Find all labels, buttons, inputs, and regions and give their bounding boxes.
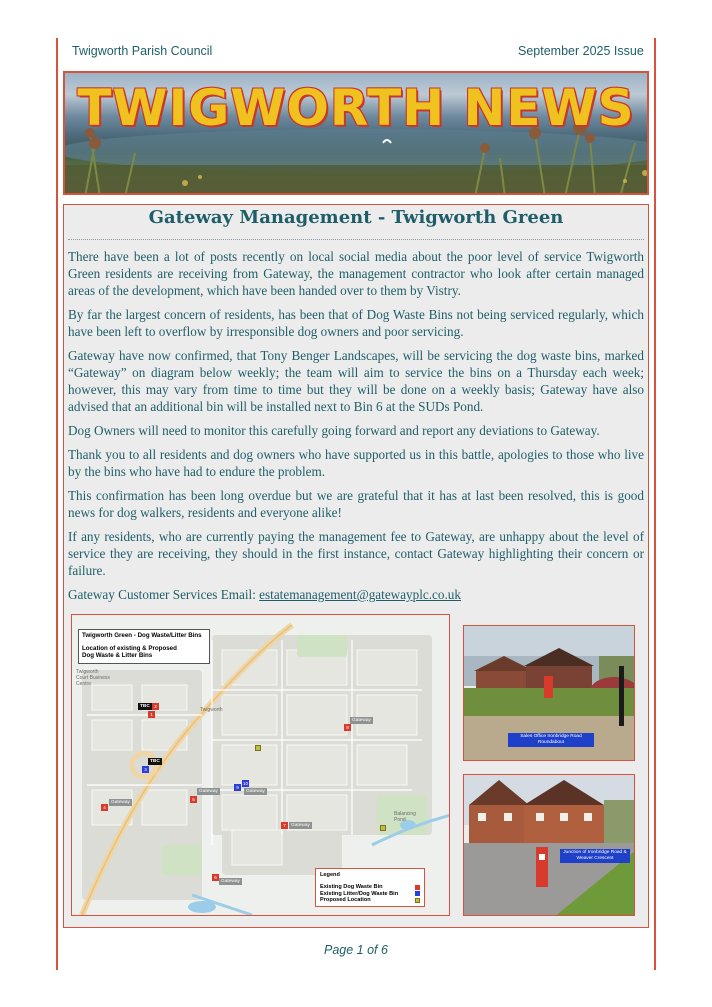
map-subtitle: Dog Waste & Litter Bins: [82, 652, 153, 660]
article-paragraph: This confirmation has been long overdue but we are grateful that it has at last been resolved, this is good news for dog walkers, residents and everyone alike!: [68, 488, 644, 520]
photo-weaver-crescent-image: [464, 775, 635, 916]
map-marker-litter-bin: 10: [242, 781, 249, 786]
map-marker-dog-bin: 8: [344, 724, 351, 731]
legend-row: [320, 884, 420, 891]
map-marker-gateway: Gateway: [111, 800, 130, 805]
photo-caption-weaver-crescent: Junction of Ironbridge Road & Weaver Crescent: [560, 849, 630, 863]
header-issue-date: September 2025 Issue: [518, 44, 644, 58]
contact-line: [68, 586, 644, 603]
map-marker-proposed: [380, 825, 386, 831]
map-legend: [315, 868, 425, 907]
photo-weaver-crescent: [463, 774, 635, 916]
article-paragraph: By far the largest concern of residents, has been that of Dog Waste Bins not being serviced regularly, which have been left to overflow by irresponsible dog owners and poor servicing.: [68, 307, 644, 339]
photo-sales-office: [463, 625, 635, 761]
map-marker-gateway: Gateway: [246, 789, 265, 794]
map-marker-proposed: [255, 745, 261, 751]
map-marker-dog-bin: 1: [148, 711, 155, 718]
map-marker-dog-bin: 5: [190, 796, 197, 803]
article-paragraph: There have been a lot of posts recently on local social media about the poor level of service Twigworth Green residents are receiving from Gateway, the management contractor who look after certain managed areas of the development, which have been handed over to them by Vistry.: [68, 249, 644, 298]
map-subtitle: Location of existing & Proposed: [82, 644, 177, 652]
page-number: Page 1 of 6: [324, 943, 388, 957]
map-area-label: Twigworth Court Business Centre: [76, 669, 110, 687]
photo-caption-sales-office: Sales Office Ironbridge Road Roundabout: [508, 733, 594, 747]
map-marker-gateway: Gateway: [291, 823, 310, 828]
map-marker-litter-bin: 3: [142, 766, 149, 773]
map-marker-dog-bin: 6: [212, 874, 219, 881]
map-marker-dog-bin: 4: [101, 804, 108, 811]
map-marker-gateway: Gateway: [352, 718, 371, 723]
map-title: Twigworth Green - Dog Waste/Litter Bins: [82, 632, 202, 639]
legend-row: [320, 897, 420, 904]
map-town-label: Twigworth: [200, 707, 223, 713]
legend-title: Legend: [320, 872, 340, 878]
legend-swatch-dog: [415, 885, 420, 890]
map-marker-dog-bin: 7: [281, 822, 288, 829]
article-body: [68, 248, 644, 610]
email-label: Gateway Customer Services Email:: [68, 587, 260, 602]
header-council-name: Twigworth Parish Council: [72, 44, 213, 58]
map-marker-tbc: TBC: [140, 704, 150, 709]
bin-location-map: [71, 614, 450, 916]
map-marker-gateway: Gateway: [221, 879, 240, 884]
map-marker-tbc: TBC: [150, 759, 160, 764]
map-marker-litter-bin: 9: [234, 784, 241, 791]
map-marker-dog-bin: 2: [152, 703, 159, 710]
legend-existing-litter-label: Existing Litter/Dog Waste Bin: [320, 890, 399, 897]
map-pond-label: Balancing Pond: [394, 811, 416, 823]
article-title: Gateway Management - Twigworth Green: [148, 207, 564, 228]
article-paragraph: Dog Owners will need to monitor this carefully going forward and report any deviations to Gateway.: [68, 423, 600, 438]
title-divider: [68, 239, 644, 240]
article-paragraph: Gateway have now confirmed, that Tony Benger Landscapes, will be servicing the dog waste bins, marked “Gateway” on diagram below weekly; the team will aim to service the bins on a Thursday each week; however, this may vary from time to time but they will be done on a weekly basis; Gateway have also advised that an additional bin will be installed next to Bin 6 at the SUDs Pond.: [68, 348, 644, 414]
article-paragraph: Thank you to all residents and dog owners who have supported us in this battle, apologies to those who live by the bins who have had to endure the problem.: [68, 447, 644, 479]
map-marker-gateway: Gateway: [199, 789, 218, 794]
legend-swatch-litter: [415, 891, 420, 896]
legend-existing-dog-label: Existing Dog Waste Bin: [320, 884, 383, 890]
email-link[interactable]: estatemanagement@gatewayplc.co.uk: [259, 587, 461, 602]
legend-row: [320, 891, 420, 898]
left-margin-rule: [56, 38, 58, 970]
map-title-box: [78, 629, 210, 664]
legend-proposed-label: Proposed Location: [320, 897, 371, 904]
right-margin-rule: [654, 38, 656, 970]
masthead-banner: [63, 71, 649, 195]
masthead-title: TWIGWORTH NEWS: [77, 79, 635, 137]
article-paragraph: If any residents, who are currently paying the management fee to Gateway, are unhappy about the level of service they are receiving, they should in the first instance, contact Gateway highlighting their concern or failure.: [68, 529, 644, 578]
legend-swatch-proposed: [415, 898, 420, 903]
